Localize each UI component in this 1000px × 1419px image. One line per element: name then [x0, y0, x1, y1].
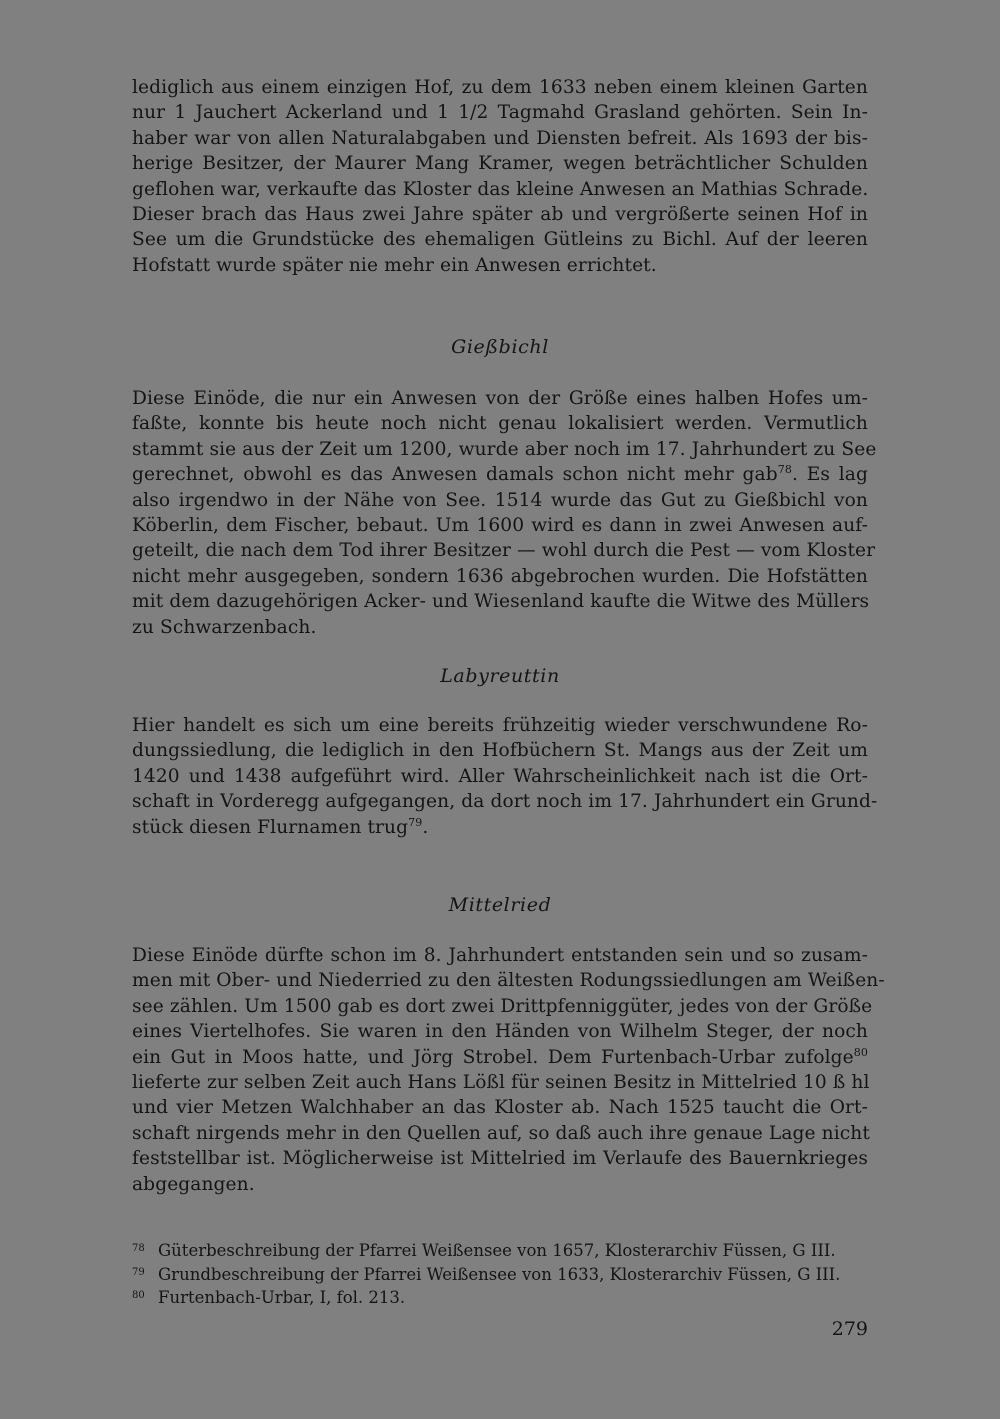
- footnote-78: [132, 1238, 868, 1262]
- footnote-80: [132, 1285, 868, 1309]
- footnote-79: [132, 1262, 868, 1286]
- text-line: see zählen. Um 1500 gab es dort zwei Drittpfenniggüter, jedes von der Größe: [132, 995, 873, 1017]
- footnote-ref-78[interactable]: 78: [777, 463, 792, 477]
- footnote-text: Grundbeschreibung der Pfarrei Weißensee von 1633, Klosterarchiv Füssen, G III.: [158, 1264, 841, 1284]
- text-segment: gerechnet, obwohl es das Anwesen damals schon nicht mehr gab: [132, 464, 778, 486]
- section-heading-mittelried: Mittelried: [448, 894, 552, 916]
- text-line: schaft nirgends mehr in den Quellen auf, so daß auch ihre genaue Lage nicht: [132, 1122, 870, 1144]
- text-line: stammt sie aus der Zeit um 1200, wurde aber noch im 17. Jahrhundert zu See: [132, 438, 877, 460]
- text-line: mit dem dazugehörigen Acker- und Wiesenland kaufte die Witwe des Müllers: [132, 591, 870, 613]
- intro-paragraph: [132, 75, 868, 278]
- text-line: Diese Einöde, die nur ein Anwesen von der Größe eines halben Hofes um-: [132, 388, 868, 409]
- text-line: Hofstatt wurde später nie mehr ein Anwesen errichtet.: [132, 254, 657, 276]
- text-line: nur 1 Jauchert Ackerland und 1 1/2 Tagmahd Grasland gehörten. Sein In-: [132, 102, 868, 124]
- footnote-text: Furtenbach-Urbar, I, fol. 213.: [158, 1288, 406, 1307]
- text-segment: stück diesen Flurnamen trug: [132, 816, 409, 838]
- text-line: Hier handelt es sich um eine bereits frühzeitig wieder verschwundene Ro-: [132, 715, 868, 736]
- text-line: nicht mehr ausgegeben, sondern 1636 abgebrochen wurden. Die Hofstätten: [132, 565, 868, 587]
- text-line: haber war von allen Naturalabgaben und Diensten befreit. Als 1693 der bis-: [132, 127, 868, 149]
- text-line: Diese Einöde dürfte schon im 8. Jahrhundert entstanden sein und so zusam-: [132, 945, 868, 966]
- text-line: See um die Grundstücke des ehemaligen Gütleins zu Bichl. Auf der leeren: [132, 229, 868, 251]
- text-line: Köberlin, dem Fischer, bebaut. Um 1600 wird es dann in zwei Anwesen auf-: [132, 515, 868, 537]
- text-line: geflohen war, verkaufte das Kloster das kleine Anwesen an Mathias Schrade.: [132, 178, 869, 200]
- page-number: 279: [831, 1318, 868, 1340]
- text-line: eines Viertelhofes. Sie waren in den Händen von Wilhelm Steger, der noch: [132, 1021, 868, 1043]
- text-line-with-footnote: [132, 815, 868, 840]
- paragraph-giessbichl: [132, 386, 877, 640]
- text-segment: ein Gut in Moos hatte, und Jörg Strobel. Dem Furtenbach-Urbar zufolge: [132, 1046, 854, 1068]
- text-line: lieferte zur selben Zeit auch Hans Lößl für seinen Besitz in Mittelried 10 ß hl: [132, 1072, 870, 1094]
- text-line: abgegangen.: [132, 1173, 255, 1195]
- text-line: herige Besitzer, der Maurer Mang Kramer, wegen beträchtlicher Schulden: [132, 153, 868, 175]
- paragraph-labyreuttin: [132, 713, 878, 840]
- text-line: faßte, konnte bis heute noch nicht genau lokalisiert werden. Vermutlich: [132, 413, 868, 435]
- section-heading-giessbichl: Gießbichl: [451, 336, 549, 358]
- section-heading-labyreuttin: Labyreuttin: [440, 665, 560, 687]
- text-line: geteilt, die nach dem Tod ihrer Besitzer — wohl durch die Pest — vom Kloster: [132, 540, 876, 562]
- text-line: men mit Ober- und Niederried zu den ältesten Rodungssiedlungen am Weißen-: [132, 970, 885, 992]
- text-line-with-footnote: [132, 1045, 868, 1070]
- footnotes: [132, 1238, 868, 1309]
- text-line: lediglich aus einem einzigen Hof, zu dem 1633 neben einem kleinen Garten: [132, 77, 868, 98]
- footnote-number: 80: [132, 1290, 145, 1301]
- footnote-text: Güterbeschreibung der Pfarrei Weißensee von 1657, Klosterarchiv Füssen, G III.: [158, 1241, 836, 1260]
- text-line: feststellbar ist. Möglicherweise ist Mittelried im Verlaufe des Bauernkrieges: [132, 1148, 868, 1170]
- text-line: zu Schwarzenbach.: [132, 616, 317, 638]
- text-segment: . Es lag: [791, 464, 868, 486]
- text-line: Dieser brach das Haus zwei Jahre später ab und vergrößerte seinen Hof in: [132, 204, 868, 226]
- footnote-number: 78: [132, 1243, 145, 1254]
- text-line: also irgendwo in der Nähe von See. 1514 wurde das Gut zu Gießbichl von: [132, 489, 868, 511]
- text-line: 1420 und 1438 aufgeführt wird. Aller Wahrscheinlichkeit nach ist die Ort-: [132, 765, 868, 787]
- footnote-ref-80[interactable]: 80: [853, 1045, 868, 1059]
- text-line: dungssiedlung, die lediglich in den Hofbüchern St. Mangs aus der Zeit um: [132, 740, 868, 762]
- text-line: und vier Metzen Walchhaber an das Kloster ab. Nach 1525 taucht die Ort-: [132, 1097, 868, 1119]
- footnote-number: 79: [132, 1266, 145, 1278]
- footnote-ref-79[interactable]: 79: [408, 815, 423, 829]
- text-segment: .: [422, 816, 429, 838]
- text-line-with-footnote: [132, 462, 868, 487]
- paragraph-mittelried: [132, 943, 885, 1197]
- text-line: schaft in Vorderegg aufgegangen, da dort noch im 17. Jahrhundert ein Grund-: [132, 791, 878, 813]
